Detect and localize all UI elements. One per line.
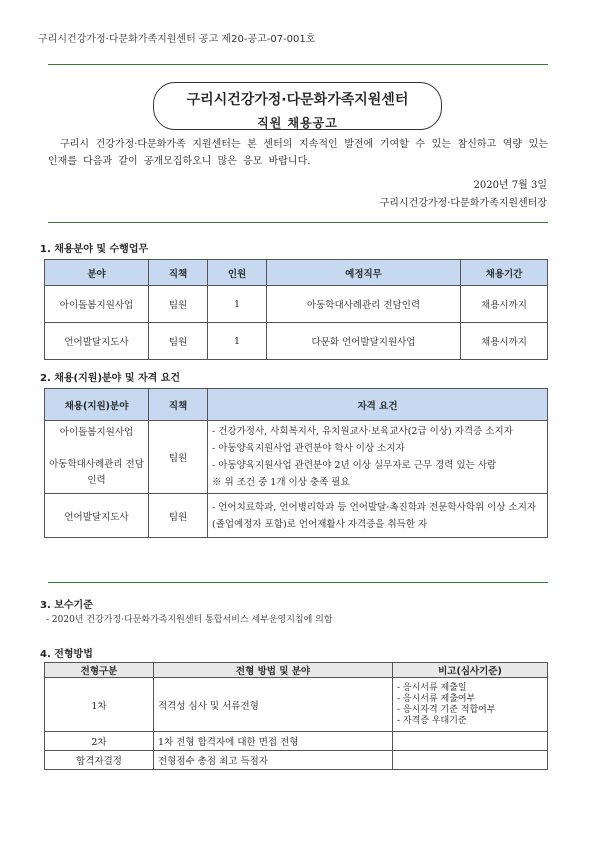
section4-heading: 4. 전형방법 — [40, 649, 93, 660]
table-row — [45, 751, 548, 770]
table-row — [45, 421, 548, 494]
table-row — [45, 732, 548, 751]
qualification-item: - 아동양육지원사업 관련분야 2년 이상 실무자로 근무 경력 있는 사람 — [212, 460, 497, 471]
cell-position: 팀원 — [149, 323, 208, 360]
top-divider — [48, 64, 548, 65]
cell-duty: 다문화 언어발달지원사업 — [267, 323, 461, 360]
section2-heading: 2. 채용(지원)분야 및 자격 요건 — [40, 373, 181, 384]
header-position: 직책 — [149, 389, 208, 421]
intro-paragraph: 구리시 건강가정·다문화가족 지원센터는 본 센터의 지속적인 발전에 기여할 수 있는 참신하고 역량 있는 인재를 다음과 같이 공개모집하오니 많은 응모 바랍니다. — [48, 139, 548, 167]
section3-heading: 3. 보수기준 — [40, 600, 93, 611]
header-field: 분야 — [45, 260, 149, 286]
criteria-item: - 자격증 우대기준 — [397, 715, 467, 726]
title-subject: 직원 채용공고 — [257, 116, 338, 130]
qualification-item: - 아동양육지원사업 관련분야 학사 이상 소지자 — [212, 443, 405, 454]
cell-headcount: 1 — [208, 323, 267, 360]
cell-method: 적격성 심사 및 서류전형 — [154, 678, 393, 732]
qualification-item: - 건강가정사, 사회복지사, 유치원교사·보육교사(2급 이상) 자격증 소지자 — [212, 426, 513, 437]
qualification-table — [44, 388, 548, 538]
field-name: 아이돌봄지원사업 — [59, 427, 134, 438]
header-field: 채용(지원)분야 — [45, 389, 149, 421]
header-position: 직책 — [149, 260, 208, 286]
cell-criteria — [393, 732, 548, 751]
table-row — [45, 323, 548, 360]
cell-qualifications: - 언어치료학과, 언어병리학과 등 언어발달·촉진학과 전문학사학위 이상 소지자(졸업예정자 포함)로 언어재활사 자격증을 취득한 자 — [208, 494, 548, 538]
recruitment-table — [44, 259, 548, 360]
criteria-item: - 응시서류 제출일 — [397, 682, 467, 693]
cell-position: 팀원 — [149, 286, 208, 323]
section-divider — [48, 582, 548, 583]
cell-period: 채용시까지 — [461, 323, 548, 360]
cell-stage: 합격자결정 — [45, 751, 154, 770]
header-qualification: 자격 요건 — [208, 389, 548, 421]
cell-criteria — [393, 751, 548, 770]
announcement-date: 2020년 7월 3일 — [473, 180, 547, 191]
field-name-sub: 아동학대사례관리 전담인력 — [49, 459, 144, 486]
cell-method: 전형점수 총점 최고 득점자 — [154, 751, 393, 770]
section1-heading: 1. 채용분야 및 수행업무 — [40, 244, 149, 255]
document-number: 구리시건강가정·다문화가족지원센터 공고 제20-공고-07-001호 — [38, 34, 316, 45]
cell-position: 팀원 — [149, 494, 208, 538]
cell-stage: 2차 — [45, 732, 154, 751]
header-criteria: 비고(심사기준) — [393, 663, 548, 678]
cell-period: 채용시까지 — [461, 286, 548, 323]
header-method: 전형 방법 및 분야 — [154, 663, 393, 678]
qualification-note: ※ 위 조건 중 1개 이상 충족 필요 — [212, 477, 350, 488]
cell-method: 1차 전형 합격자에 대한 면접 전형 — [154, 732, 393, 751]
table-row — [45, 286, 548, 323]
cell-headcount: 1 — [208, 286, 267, 323]
title-org: 구리시건강가정·다문화가족지원센터 — [186, 92, 409, 108]
header-stage: 전형구분 — [45, 663, 154, 678]
table-row — [45, 494, 548, 538]
selection-table — [44, 662, 548, 770]
cell-qualifications — [208, 421, 548, 494]
criteria-item: - 응시서류 제출여부 — [397, 693, 476, 704]
criteria-item: - 응시자격 기준 적합여부 — [397, 704, 496, 715]
table-row — [45, 678, 548, 732]
issuer: 구리시건강가정·다문화가족지원센터장 — [379, 198, 547, 209]
header-duty: 예정직무 — [267, 260, 461, 286]
cell-field — [45, 421, 149, 494]
cell-stage: 1차 — [45, 678, 154, 732]
title-box — [153, 82, 442, 130]
mid-divider — [48, 222, 548, 223]
header-headcount: 인원 — [208, 260, 267, 286]
cell-field: 언어발달지도사 — [45, 323, 149, 360]
salary-note: - 2020년 건강가정·다문화가족지원센터 통합서비스 세부운영지침에 의함 — [46, 615, 333, 625]
cell-field: 언어발달지도사 — [45, 494, 149, 538]
cell-criteria — [393, 678, 548, 732]
cell-field: 아이돌봄지원사업 — [45, 286, 149, 323]
cell-position: 팀원 — [149, 421, 208, 494]
cell-duty: 아동학대사례관리 전담인력 — [267, 286, 461, 323]
header-period: 채용기간 — [461, 260, 548, 286]
